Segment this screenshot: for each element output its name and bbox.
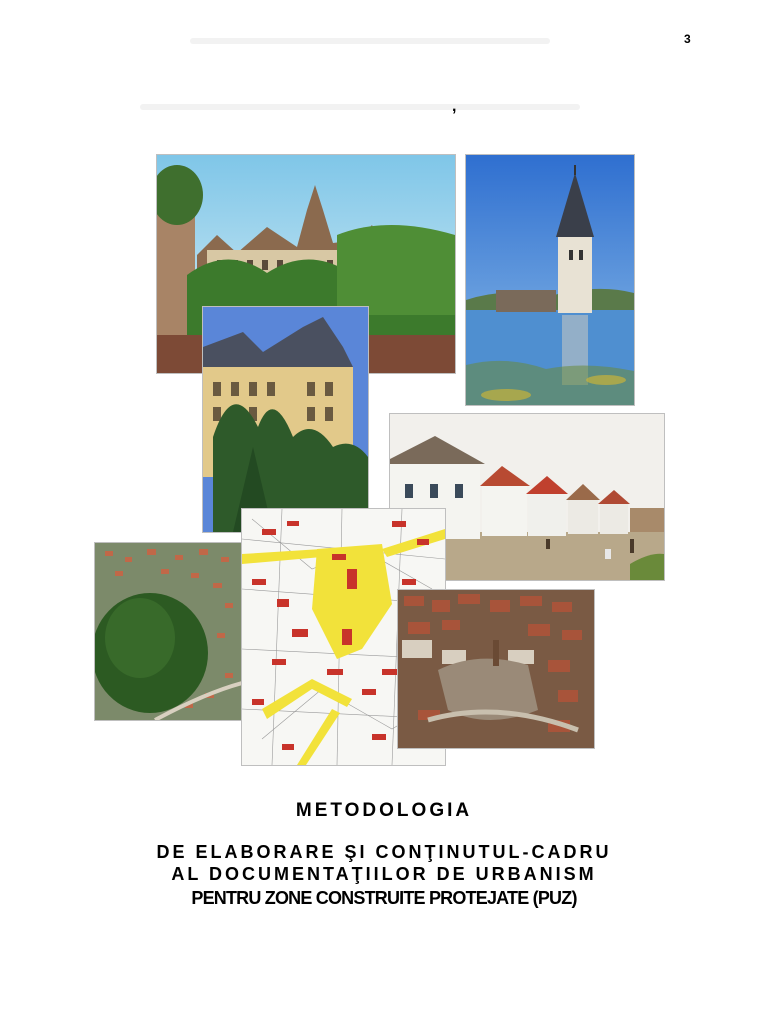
- palace-photo: [203, 307, 368, 532]
- flooded-church-photo: [466, 155, 634, 405]
- faded-header-line-2: [140, 104, 580, 110]
- old-town-aerial-photo: [398, 590, 594, 748]
- header-comma: ,: [452, 98, 457, 115]
- title-line-2: DE ELABORARE ŞI CONŢINUTUL-CADRU: [156, 842, 612, 862]
- title-line-1: METODOLOGIA: [295, 800, 473, 821]
- title-line-4: PENTRU ZONE CONSTRUITE PROTEJATE (PUZ): [191, 888, 577, 908]
- page-number: 3: [684, 32, 691, 46]
- aerial-town-photo: [95, 543, 242, 720]
- title-line-3: AL DOCUMENTAŢIILOR DE URBANISM: [171, 864, 597, 884]
- faded-header-line-1: [190, 38, 550, 44]
